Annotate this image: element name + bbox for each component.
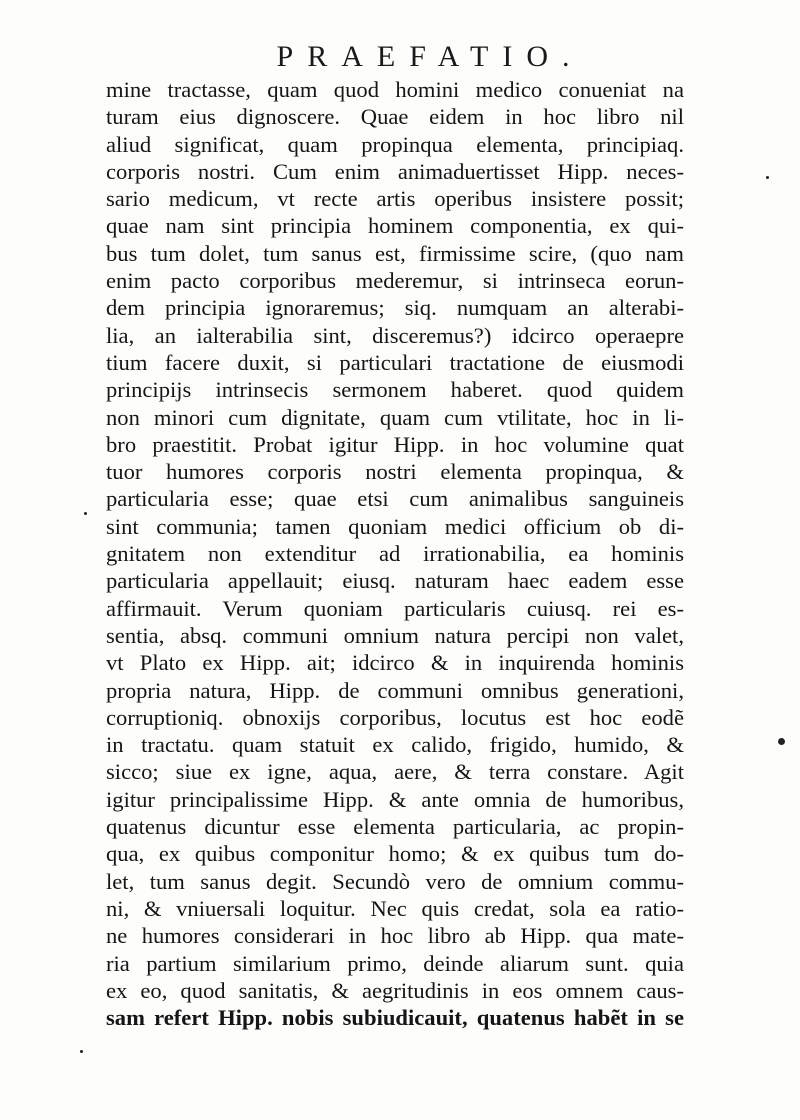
- text-line: sint communia; tamen quoniam medici officium ob di-: [106, 513, 684, 539]
- text-line: dem principia ignoraremus; siq. numquam an alterabi-: [106, 295, 684, 321]
- body-text: [106, 76, 686, 1031]
- text-line: sario medicum, vt recte artis operibus insistere possit;: [106, 186, 684, 212]
- text-line: qua, ex quibus componitur homo; & ex quibus tum do-: [106, 841, 684, 867]
- text-line: particularia esse; quae etsi cum animalibus sanguineis: [106, 486, 684, 512]
- text-line: vt Plato ex Hipp. ait; idcirco & in inquirenda hominis: [106, 650, 684, 676]
- text-line: ni, & vniuersali loquitur. Nec quis credat, sola ea ratio-: [106, 895, 684, 921]
- text-line: bro praestitit. Probat igitur Hipp. in hoc volumine quat: [106, 431, 684, 457]
- text-line: mine tractasse, quam quod homini medico conueniat na: [106, 77, 684, 102]
- text-line: ex eo, quod sanitatis, & aegritudinis in eos omnem caus-: [106, 977, 684, 1003]
- text-line: principijs intrinsecis sermonem haberet. quod quidem: [106, 377, 684, 403]
- text-line: sicco; siue ex igne, aqua, aere, & terra constare. Agit: [106, 759, 684, 785]
- text-line: propria natura, Hipp. de communi omnibus generationi,: [106, 677, 684, 703]
- text-line: particularia appellauit; eiusq. naturam haec eadem esse: [106, 568, 684, 594]
- text-line: corruptioniq. obnoxijs corporibus, locutus est hoc eodẽ: [106, 704, 684, 730]
- text-line: turam eius dignoscere. Quae eidem in hoc libro nil: [106, 104, 684, 130]
- text-line: affirmauit. Verum quoniam particularis cuiusq. rei es-: [106, 595, 684, 621]
- text-line: enim pacto corporibus mederemur, si intrinseca eorun-: [106, 268, 684, 294]
- text-line: sam refert Hipp. nobis subiudicauit, quatenus habẽt in se: [106, 1005, 684, 1031]
- text-line: let, tum sanus degit. Secundò vero de omnium commu-: [106, 868, 684, 894]
- text-line: ne humores considerari in hoc libro ab Hipp. qua mate-: [106, 923, 684, 949]
- text-line: igitur principalissime Hipp. & ante omnia de humoribus,: [106, 786, 684, 812]
- text-line: lia, an ialterabilia sint, disceremus?) idcirco operaepre: [106, 322, 684, 348]
- text-line: sentia, absq. communi omnium natura percipi non valet,: [106, 622, 684, 648]
- text-line: quae nam sint principia hominem componentia, ex qui-: [106, 213, 684, 239]
- text-line: bus tum dolet, tum sanus est, firmissime scire, (quo nam: [106, 240, 684, 266]
- text-line: corporis nostri. Cum enim animaduertisset Hipp. neces-: [106, 158, 684, 184]
- text-line: tium facere duxit, si particulari tractatione de eiusmodi: [106, 349, 684, 375]
- text-line: tuor humores corporis nostri elementa propinqua, &: [106, 459, 684, 485]
- text-line: gnitatem non extenditur ad irrationabilia, ea hominis: [106, 541, 684, 567]
- running-title: PRAEFATIO.: [276, 40, 584, 73]
- text-line: quatenus dicuntur esse elementa particularia, ac propin-: [106, 814, 684, 840]
- text-line: ria partium similarium primo, deinde aliarum sunt. quia: [106, 950, 684, 976]
- text-line: in tractatu. quam statuit ex calido, frigido, humido, &: [106, 732, 684, 758]
- text-line: non minori cum dignitate, quam cum vtilitate, hoc in li-: [106, 404, 684, 430]
- text-line: aliud significat, quam propinqua elementa, principiaq.: [106, 131, 684, 157]
